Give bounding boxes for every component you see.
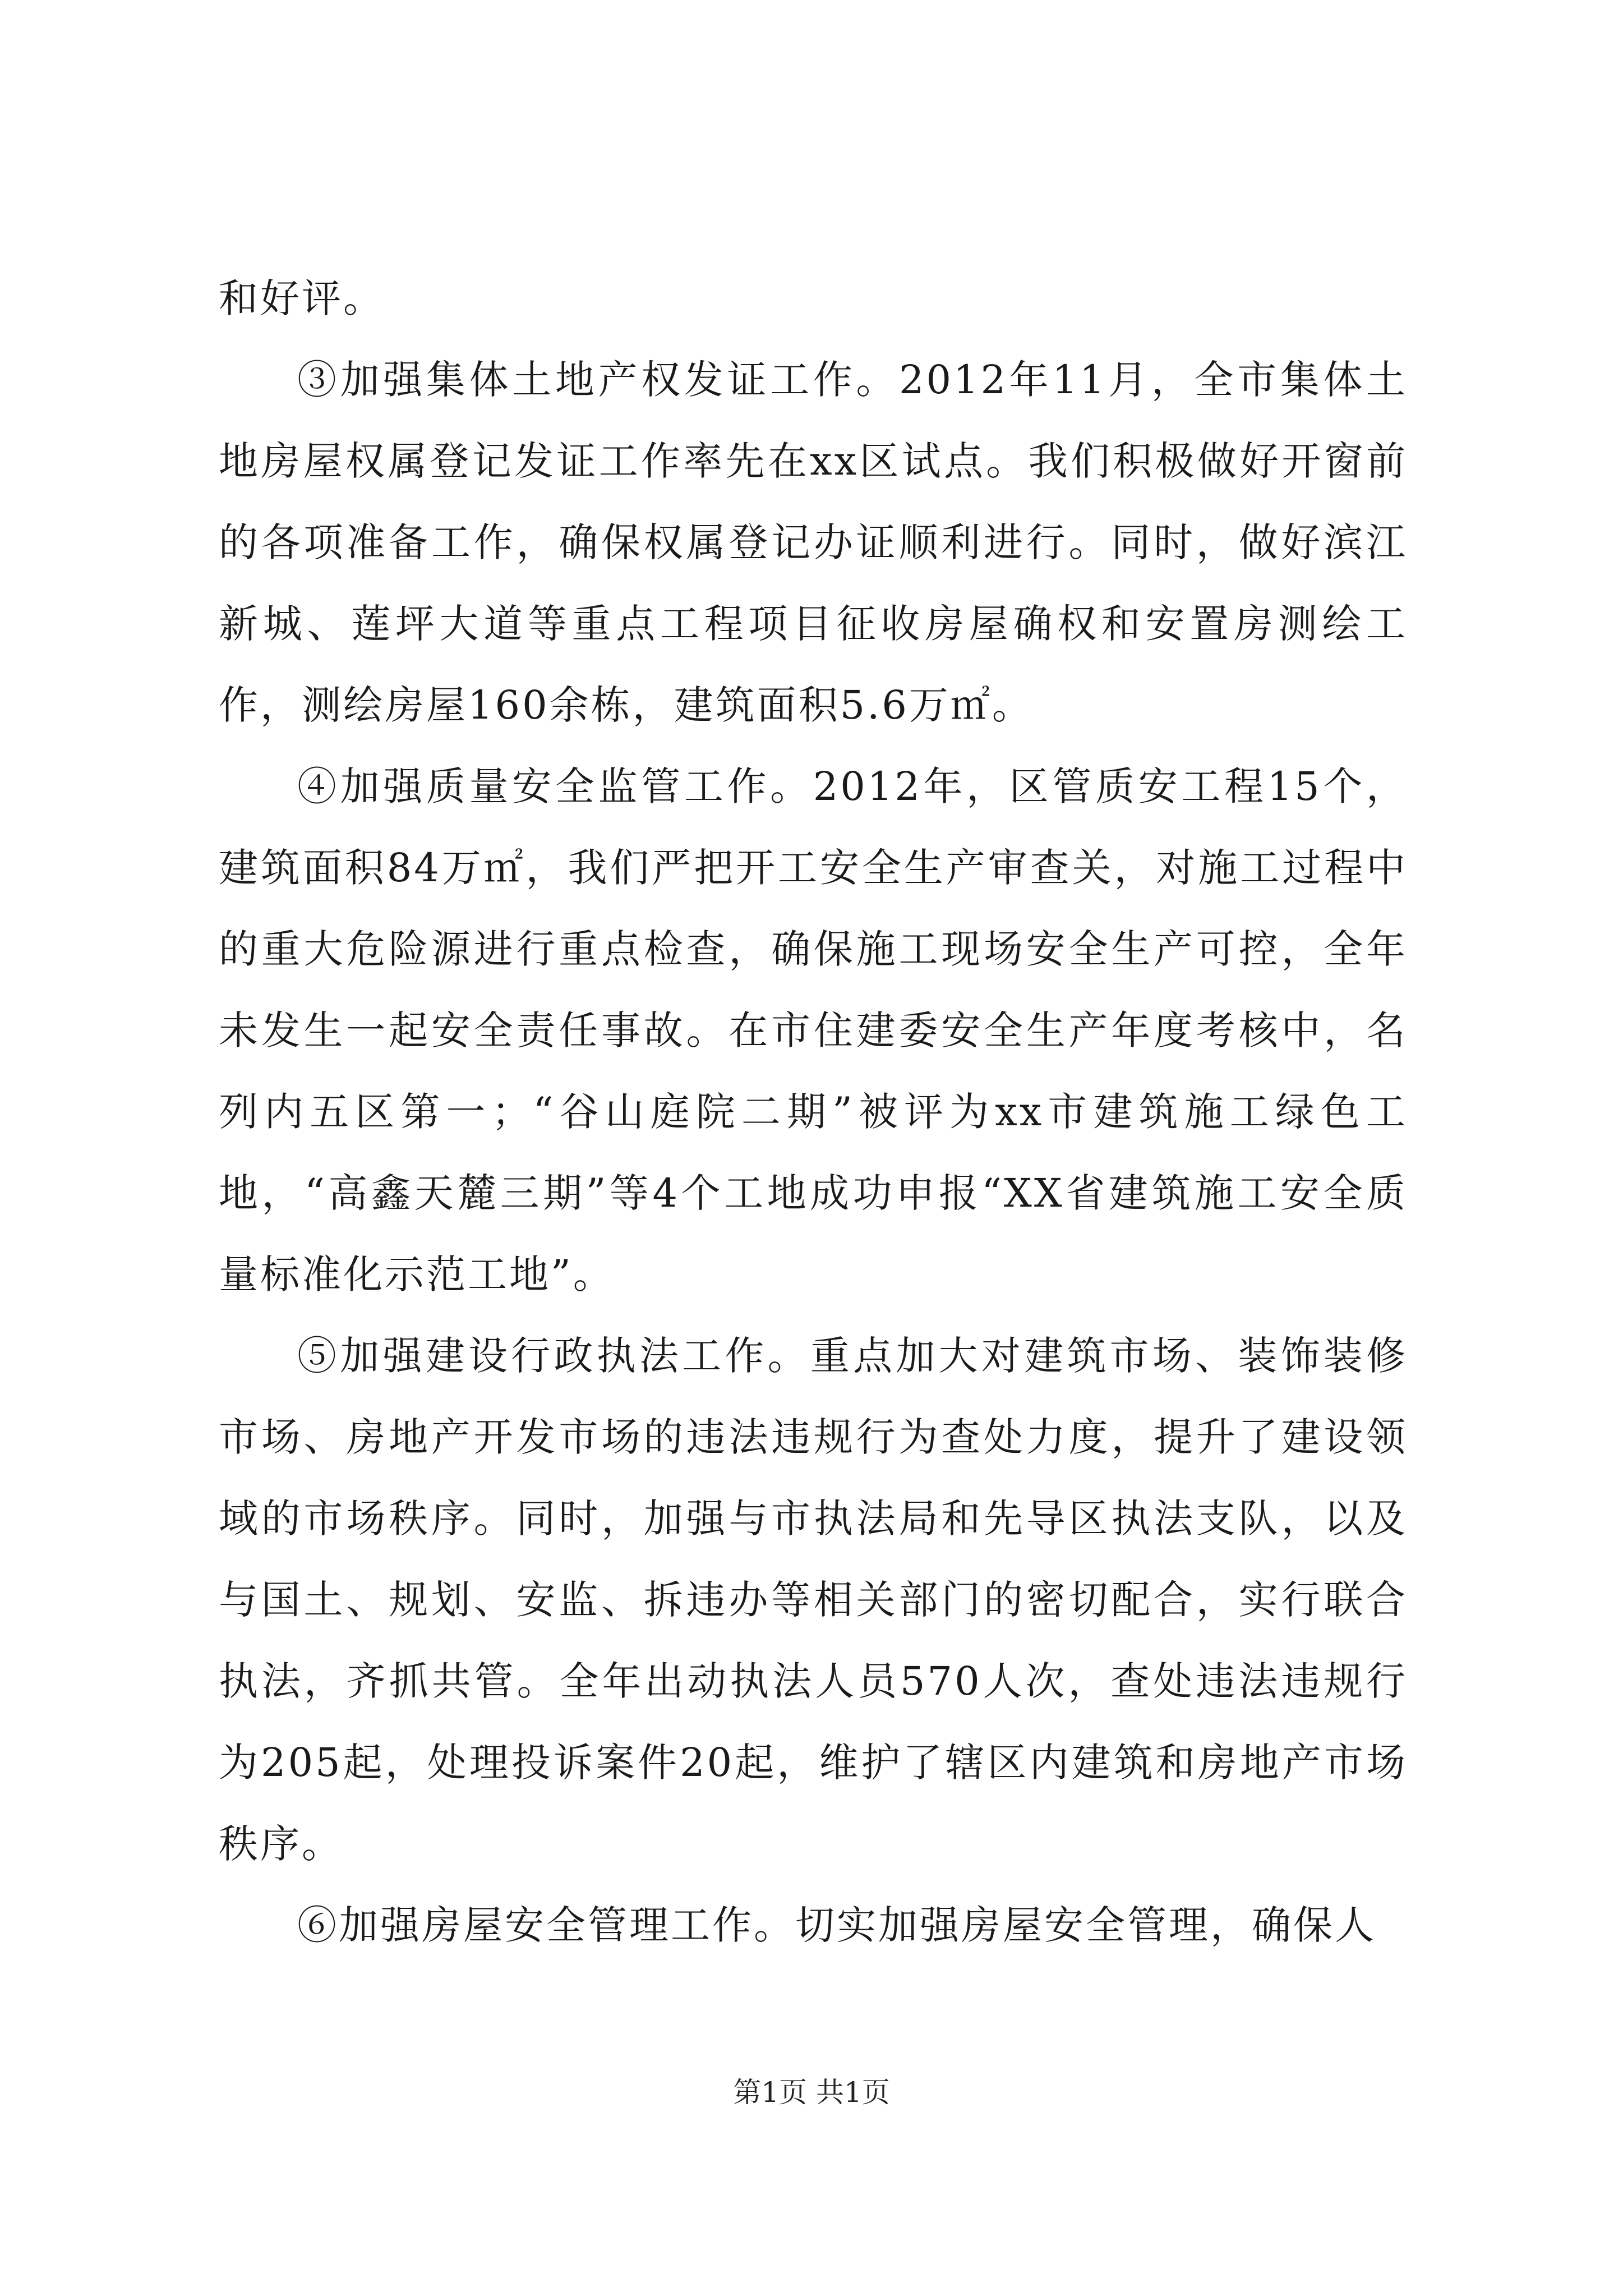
document-body	[219, 258, 1408, 1966]
paragraph-continuation: 和好评。	[219, 275, 385, 321]
paragraph-administrative-enforcement: ⑤加强建设行政执法工作。重点加大对建筑市场、装饰装修市场、房地产开发市场的违法违规行为查处力度，提升了建设领域的市场秩序。同时，加强与市执法局和先导区执法支队，以及与国土、规划、安监、拆违办等相关部门的密切配合，实行联合执法，齐抓共管。全年出动执法人员570人次，查处违法违规行为205起，处理投诉案件20起，维护了辖区内建筑和房地产市场秩序。	[219, 1333, 1408, 1867]
paragraph-collective-land-certification: ③加强集体土地产权发证工作。2012年11月，全市集体土地房屋权属登记发证工作率先在xx区试点。我们积极做好开窗前的各项准备工作，确保权属登记办证顺利进行。同时，做好滨江新城、莲坪大道等重点工程项目征收房屋确权和安置房测绘工作，测绘房屋160余栋，建筑面积5.6万㎡。	[219, 357, 1408, 728]
page-footer	[0, 2076, 1623, 2109]
paragraph-quality-safety-supervision: ④加强质量安全监管工作。2012年，区管质安工程15个，建筑面积84万㎡，我们严把开工安全生产审查关，对施工过程中的重大危险源进行重点检查，确保施工现场安全生产可控，全年未发生一起安全责任事故。在市住建委安全生产年度考核中，名列内五区第一；“谷山庭院二期”被评为xx市建筑施工绿色工地，“高鑫天麓三期”等4个工地成功申报“XX省建筑施工安全质量标准化示范工地”。	[219, 763, 1408, 1297]
paragraph-housing-safety-management: ⑥加强房屋安全管理工作。切实加强房屋安全管理，确保人	[297, 1902, 1376, 1948]
page-number-label: 第1页 共1页	[733, 2076, 890, 2109]
